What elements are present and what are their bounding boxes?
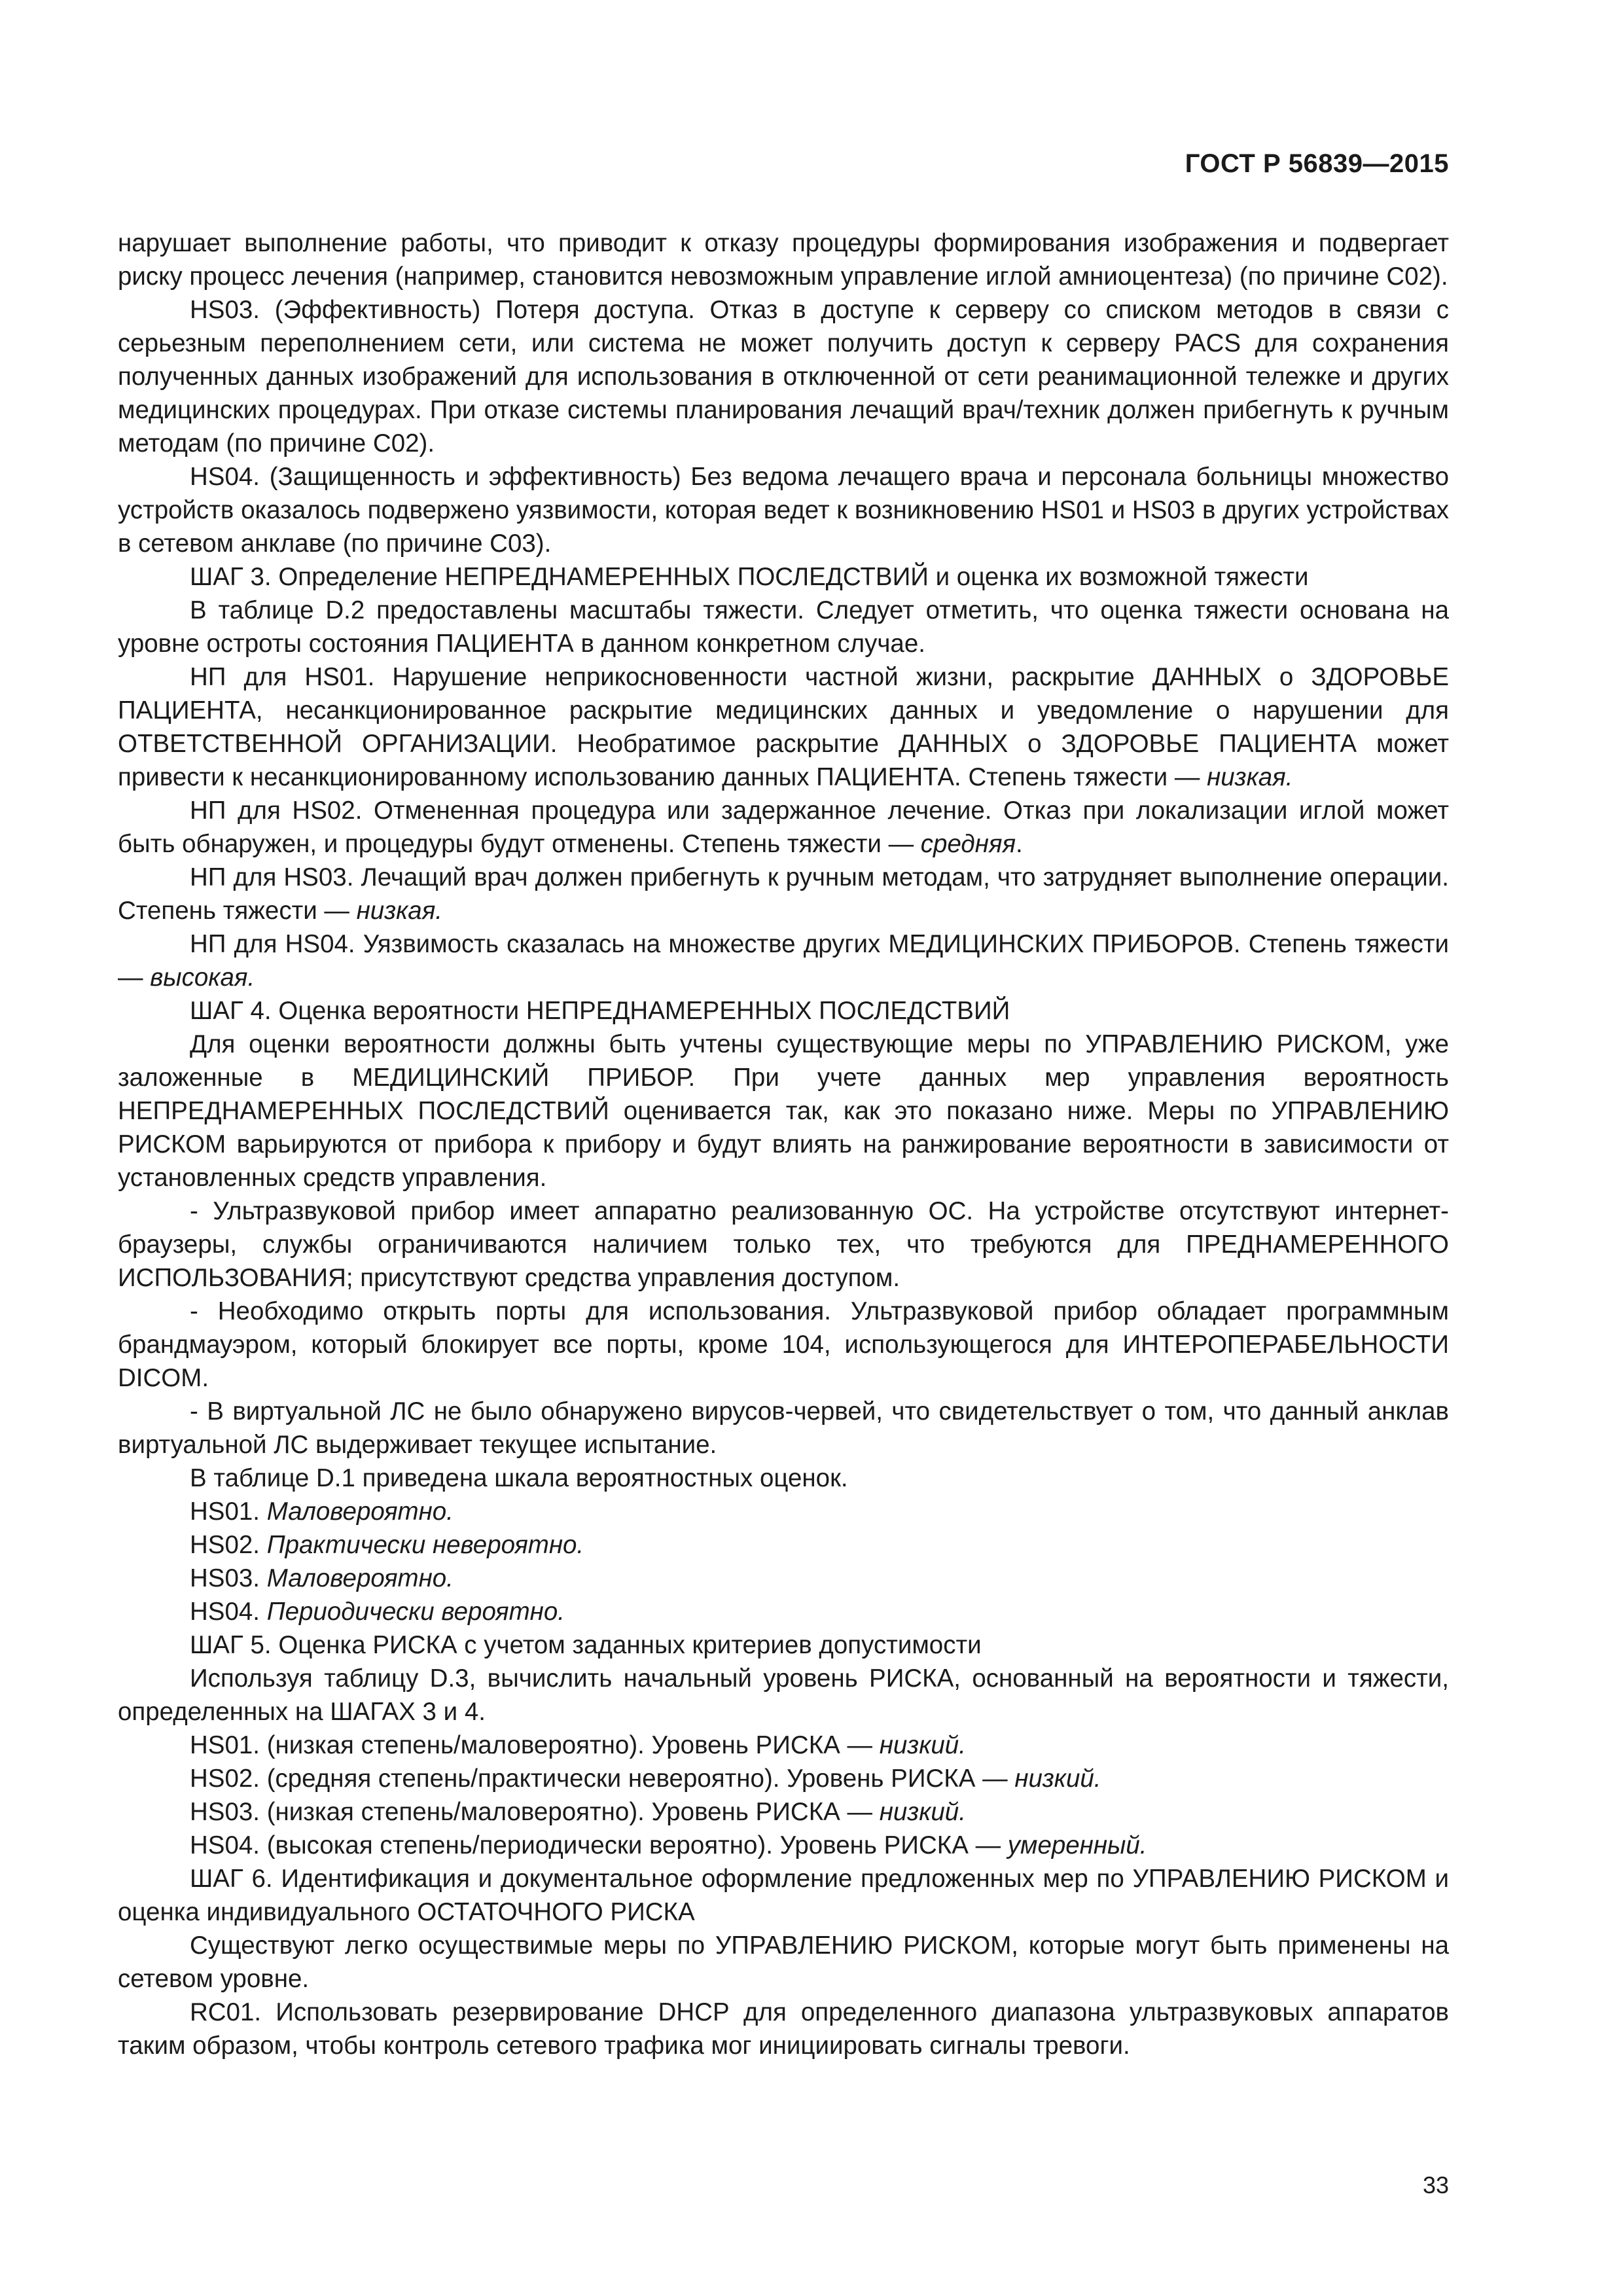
- paragraph: [118, 1495, 1449, 1528]
- paragraph: [118, 1628, 1449, 1662]
- paragraph: [118, 1729, 1449, 1762]
- paragraph-text: - Необходимо открыть порты для использования. Ультразвуковой прибор обладает программным брандмауэром, который блокирует все порты, кроме 104, использующегося для ИНТЕРОПЕРАБЕЛЬНОСТИ DICOM.: [118, 1297, 1449, 1392]
- paragraph: [118, 994, 1449, 1028]
- paragraph: [118, 226, 1449, 293]
- paragraph-text: ШАГ 6. Идентификация и документальное оформление предложенных мер по УПРАВЛЕНИЮ РИСКОМ и оценка индивидуального ОСТАТОЧНОГО РИСКА: [118, 1865, 1449, 1926]
- paragraph-text: HS02.: [190, 1531, 267, 1559]
- paragraph-text: ШАГ 5. Оценка РИСКА с учетом заданных критериев допустимости: [190, 1631, 982, 1659]
- paragraph: [118, 1829, 1449, 1862]
- paragraph-emphasis: низкий.: [879, 1798, 966, 1826]
- paragraph-text: HS04.: [190, 1598, 267, 1626]
- paragraph-emphasis: низкая.: [356, 897, 442, 925]
- paragraph-text: нарушает выполнение работы, что приводит к отказу процедуры формирования изображения и подвергает риску процесс лечения (например, становится невозможным управление иглой амниоцентеза) (по причине С02).: [118, 229, 1449, 291]
- paragraph-emphasis: Практически невероятно.: [266, 1531, 584, 1559]
- paragraph-text: В таблице D.2 предоставлены масштабы тяжести. Следует отметить, что оценка тяжести основана на уровне остроты состояния ПАЦИЕНТА в данном конкретном случае.: [118, 596, 1449, 658]
- paragraph: [118, 660, 1449, 794]
- paragraph-emphasis: Маловероятно.: [266, 1564, 454, 1592]
- paragraph: [118, 1795, 1449, 1829]
- paragraph: [118, 794, 1449, 861]
- paragraph: [118, 1462, 1449, 1495]
- paragraph-emphasis: низкий.: [1014, 1765, 1101, 1793]
- paragraph-text: В таблице D.1 приведена шкала вероятностных оценок.: [190, 1464, 848, 1492]
- paragraph-text: HS04. (высокая степень/периодически вероятно). Уровень РИСКА —: [190, 1831, 1008, 1859]
- paragraph: [118, 293, 1449, 460]
- paragraph-text: RC01. Использовать резервирование DHCP для определенного диапазона ультразвуковых аппаратов таким образом, чтобы контроль сетевого трафика мог инициировать сигналы тревоги.: [118, 1998, 1449, 2060]
- paragraph-text: НП для HS01. Нарушение неприкосновенности частной жизни, раскрытие ДАННЫХ о ЗДОРОВЬЕ ПАЦИЕНТА, несанкционированное раскрытие медицинских данных и уведомление о нарушении для ОТВЕТСТВЕННОЙ ОРГАНИЗАЦИИ. Необратимое раскрытие ДАННЫХ о ЗДОРОВЬЕ ПАЦИЕНТА может привести к несанкционированному использованию данных ПАЦИЕНТА. Степень тяжести —: [118, 663, 1449, 791]
- paragraph: [118, 1295, 1449, 1395]
- paragraph-text: Существуют легко осуществимые меры по УПРАВЛЕНИЮ РИСКОМ, которые могут быть применены на сетевом уровне.: [118, 1931, 1449, 1993]
- paragraph: [118, 1929, 1449, 1996]
- paragraph-text: HS03. (Эффективность) Потеря доступа. Отказ в доступе к серверу со списком методов в связи с серьезным переполнением сети, или система не может получить доступ к серверу PACS для сохранения полученных данных изображений для использования в отключенной от сети реанимационной тележке и других медицинских процедурах. При отказе системы планирования лечащий врач/техник должен прибегнуть к ручным методам (по причине С02).: [118, 296, 1449, 457]
- paragraph-emphasis: низкий.: [879, 1731, 966, 1759]
- paragraph-emphasis: Периодически вероятно.: [266, 1598, 565, 1626]
- paragraph-text: HS03.: [190, 1564, 267, 1592]
- paragraph-text: HS03. (низкая степень/маловероятно). Уровень РИСКА —: [190, 1798, 880, 1826]
- paragraph-text: Для оценки вероятности должны быть учтены существующие меры по УПРАВЛЕНИЮ РИСКОМ, уже заложенные в МЕДИЦИНСКИЙ ПРИБОР. При учете данных мер управления вероятность НЕПРЕДНАМЕРЕННЫХ ПОСЛЕДСТВИЙ оценивается так, как это показано ниже. Меры по УПРАВЛЕНИЮ РИСКОМ варьируются от прибора к прибору и будут влиять на ранжирование вероятности в зависимости от установленных средств управления.: [118, 1030, 1449, 1192]
- paragraph: [118, 1194, 1449, 1295]
- paragraph-text-tail: .: [1016, 830, 1023, 858]
- paragraph-text: - В виртуальной ЛС не было обнаружено вирусов-червей, что свидетельствует о том, что данный анклав виртуальной ЛС выдерживает текущее испытание.: [118, 1397, 1449, 1459]
- paragraph: [118, 1528, 1449, 1562]
- document-header: ГОСТ Р 56839—2015: [1185, 149, 1449, 178]
- page-number: 33: [1422, 2172, 1449, 2198]
- paragraph-emphasis: умеренный.: [1007, 1831, 1147, 1859]
- paragraph: [118, 560, 1449, 594]
- paragraph: [118, 1028, 1449, 1194]
- paragraph-text: НП для HS03. Лечащий врач должен прибегнуть к ручным методам, что затрудняет выполнение операции. Степень тяжести —: [118, 863, 1449, 925]
- paragraph: [118, 1996, 1449, 2062]
- paragraph-emphasis: низкая.: [1207, 763, 1293, 791]
- paragraph: [118, 1762, 1449, 1795]
- paragraph-text: HS02. (средняя степень/практически невероятно). Уровень РИСКА —: [190, 1765, 1015, 1793]
- paragraph: [118, 1862, 1449, 1929]
- document-body: [118, 226, 1449, 2062]
- paragraph: [118, 460, 1449, 560]
- paragraph: [118, 1562, 1449, 1595]
- paragraph-text: НП для HS02. Отмененная процедура или задержанное лечение. Отказ при локализации иглой может быть обнаружен, и процедуры будут отменены. Степень тяжести —: [118, 797, 1449, 858]
- paragraph: [118, 927, 1449, 994]
- paragraph: [118, 861, 1449, 927]
- paragraph-text: ШАГ 4. Оценка вероятности НЕПРЕДНАМЕРЕННЫХ ПОСЛЕДСТВИЙ: [190, 997, 1010, 1025]
- paragraph-emphasis: высокая.: [150, 963, 255, 992]
- paragraph: [118, 1662, 1449, 1729]
- paragraph: [118, 1395, 1449, 1462]
- paragraph-text: - Ультразвуковой прибор имеет аппаратно реализованную ОС. На устройстве отсутствуют интернет-браузеры, службы ограничиваются наличием только тех, что требуются для ПРЕДНАМЕРЕННОГО ИСПОЛЬЗОВАНИЯ; присутствуют средства управления доступом.: [118, 1197, 1449, 1292]
- paragraph-text: Используя таблицу D.3, вычислить начальный уровень РИСКА, основанный на вероятности и тяжести, определенных на ШАГАХ 3 и 4.: [118, 1664, 1449, 1726]
- paragraph-text: HS01. (низкая степень/маловероятно). Уровень РИСКА —: [190, 1731, 880, 1759]
- paragraph-emphasis: средняя: [920, 830, 1016, 858]
- paragraph: [118, 594, 1449, 660]
- paragraph-emphasis: Маловероятно.: [266, 1498, 454, 1526]
- paragraph-text: НП для HS04. Уязвимость сказалась на множестве других МЕДИЦИНСКИХ ПРИБОРОВ. Степень тяжести —: [118, 930, 1449, 992]
- paragraph-text: ШАГ 3. Определение НЕПРЕДНАМЕРЕННЫХ ПОСЛЕДСТВИЙ и оценка их возможной тяжести: [190, 563, 1309, 591]
- paragraph-text: HS04. (Защищенность и эффективность) Без ведома лечащего врача и персонала больницы множество устройств оказалось подвержено уязвимости, которая ведет к возникновению HS01 и HS03 в других устройствах в сетевом анклаве (по причине С03).: [118, 463, 1449, 558]
- paragraph-text: HS01.: [190, 1498, 267, 1526]
- paragraph: [118, 1595, 1449, 1628]
